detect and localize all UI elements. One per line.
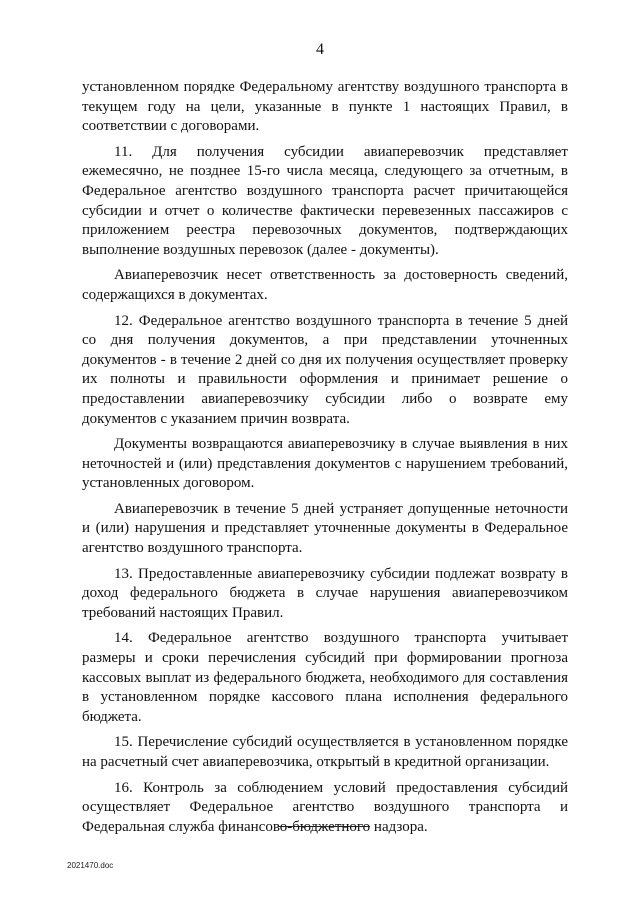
paragraph-item-16: 16. Контроль за соблюдением условий предоставления субсидий осуществляет Федеральное агентство воздушного транспорта и Федеральная служба финансово-бюджетного надзора. (82, 779, 568, 835)
paragraph-item-15: 15. Перечисление субсидий осуществляется в установленном порядке на расчетный счет авиаперевозчика, открытый в кредитной организации. (82, 734, 568, 770)
paragraph-item-12: 12. Федеральное агентство воздушного транспорта в течение 5 дней со дня получения документов, а при представлении уточненных документов - в течение 2 дней со дня их получения осуществляет проверку их полноты и правильности оформления и принимает решение о предоставлении авиаперевозчику субсидии либо о возврате ему документов с указанием причин возврата. (82, 312, 568, 427)
document-body (82, 78, 568, 843)
page-number: 4 (316, 41, 324, 58)
paragraph-item-13: 13. Предоставленные авиаперевозчику субсидии подлежат возврату в доход федерального бюджета в случае нарушения авиаперевозчиком требований настоящих Правил. (82, 565, 568, 621)
paragraph-continuation: установленном порядке Федеральному агентству воздушного транспорта в текущем году на цели, указанные в пункте 1 настоящих Правил, в соответствии с договорами. (82, 79, 568, 135)
paragraph-responsibility: Авиаперевозчик несет ответственность за достоверность сведений, содержащихся в документах. (82, 267, 568, 303)
paragraph-documents-returned: Документы возвращаются авиаперевозчику в случае выявления в них неточностей и (или) представления документов с нарушением требований, установленных договором. (82, 436, 568, 492)
paragraph-corrections: Авиаперевозчик в течение 5 дней устраняет допущенные неточности и (или) нарушения и представляет уточненные документы в Федеральное агентство воздушного транспорта. (82, 500, 568, 557)
paragraph-item-11: 11. Для получения субсидии авиаперевозчик представляет ежемесячно, не позднее 15-го числа месяца, следующего за отчетным, в Федеральное агентство воздушного транспорта расчет причитающейся субсидии и отчет о количестве фактически перевезенных пассажиров с приложением реестра перевозочных документов, подтверждающих выполнение воздушных перевозок (далее - документы). (82, 143, 568, 258)
paragraph-item-14: 14. Федеральное агентство воздушного транспорта учитывает размеры и сроки перечисления субсидий при формировании прогноза кассовых выплат из федерального бюджета, необходимого для составления в установленном порядке кассового плана исполнения федерального бюджета. (82, 630, 568, 725)
footer-filename: 2021470.doc (67, 861, 114, 870)
end-divider-line (278, 826, 370, 827)
